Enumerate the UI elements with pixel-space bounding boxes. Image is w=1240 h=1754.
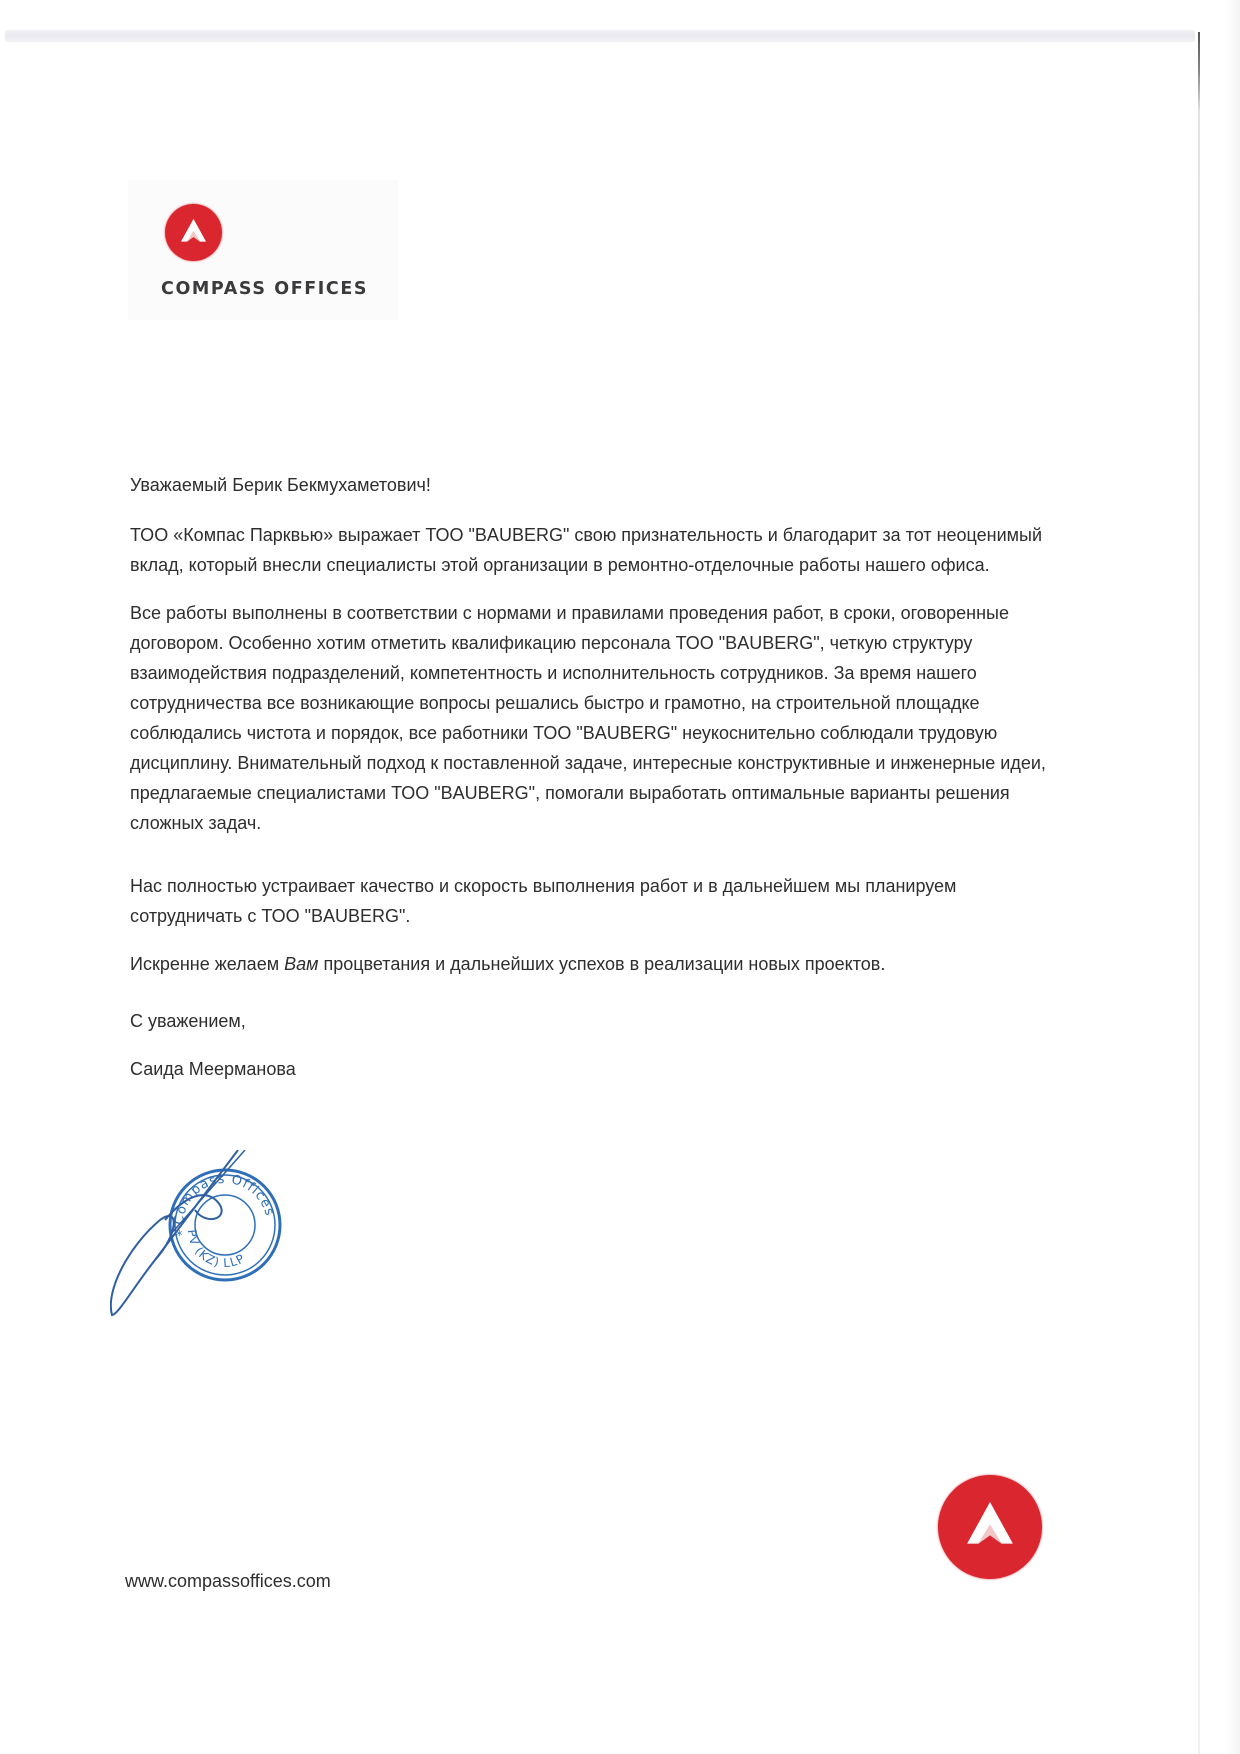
svg-text:PV (KZ) LLP: PV (KZ) LLP [184, 1228, 248, 1271]
closing-text-emphasis: Вам [284, 954, 319, 974]
letter-regards: С уважением, [130, 1011, 246, 1031]
arrow-glyph-icon [938, 1475, 1042, 1579]
closing-text-before: Искренне желаем [130, 954, 285, 974]
svg-text:*: * [176, 1229, 183, 1244]
arrow-glyph-icon [165, 204, 222, 261]
letter-closing-wish [130, 949, 1060, 979]
letter-paragraph-3: Нас полностью устраивает качество и скорость выполнения работ и в дальнейшем мы планируем сотрудничать с ТОО "BAUBERG". [130, 876, 957, 926]
letter-paragraph-1: ТОО «Компас Парквью» выражает ТОО "BAUBERG" свою признательность и благодарит за тот неоценимый вклад, который внесли специалисты этой организации в ремонтно-отделочные работы нашего офиса. [130, 525, 1043, 575]
scan-page-edge [1198, 32, 1200, 1754]
closing-text-after: процветания и дальнейших успехов в реализации новых проектов. [318, 954, 886, 974]
scan-top-band [5, 30, 1195, 42]
brand-name: COMPASS OFFICES [161, 279, 369, 299]
letter-signatory: Саида Меерманова [130, 1059, 296, 1079]
compass-arrow-logo-icon [938, 1475, 1042, 1579]
svg-text:Compass Offices: Compass Offices [171, 1171, 277, 1226]
signature-and-stamp [110, 1150, 310, 1320]
letter-body [130, 470, 1060, 1084]
company-seal-icon [110, 1150, 310, 1320]
footer-website-link[interactable]: www.compassoffices.com [125, 1571, 331, 1591]
scan-right-margin [1226, 0, 1240, 1754]
letter-greeting: Уважаемый Берик Бекмухаметович! [130, 475, 431, 495]
compass-arrow-logo-icon [165, 204, 222, 261]
letter-paragraph-2: Все работы выполнены в соответствии с нормами и правилами проведения работ, в сроки, оговоренные договором. Особенно хотим отметить квалификацию персонала ТОО "BAUBERG", четкую структуру взаимодействия подразделений, компетентность и исполнительность сотрудников. За время нашего сотрудничества все возникающие вопросы решались быстро и грамотно, на строительной площадке соблюдались чистота и порядок, все работники ТОО "BAUBERG" неукоснительно соблюдали трудовую дисциплину. Внимательный подход к поставленной задаче, интересные конструктивные и инженерные идеи, предлагаемые специалистами ТОО "BAUBERG", помогали выработать оптимальные варианты решения сложных задач. [130, 603, 1046, 833]
